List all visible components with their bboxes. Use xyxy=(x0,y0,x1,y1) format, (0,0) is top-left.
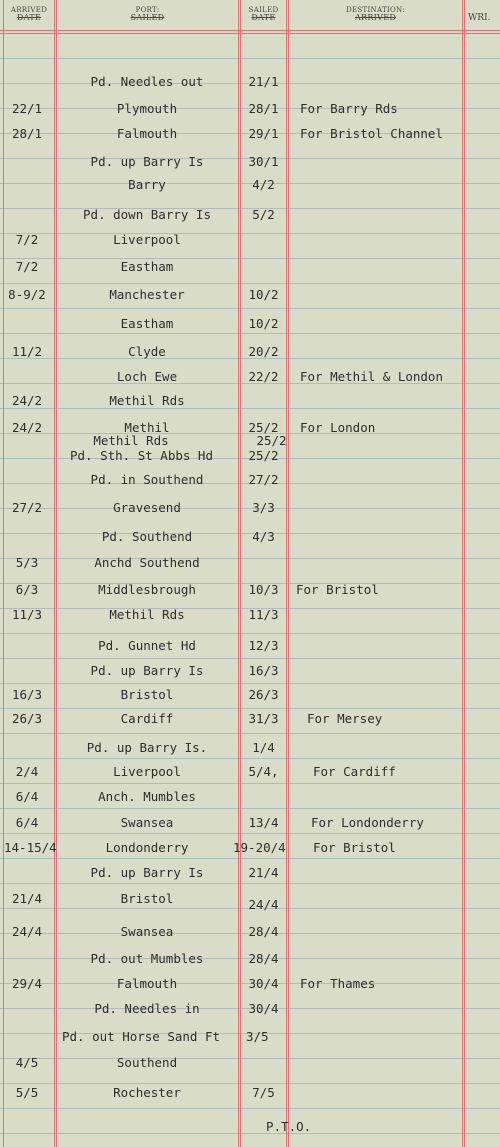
arrived-cell: 11/3 xyxy=(11,607,43,622)
port-cell: Falmouth xyxy=(116,976,178,991)
arrived-cell: 4/5 xyxy=(15,1055,39,1070)
table-row xyxy=(0,740,500,756)
header-destination-struck: ARRIVED xyxy=(354,13,397,22)
table-row xyxy=(0,393,500,409)
sailed-cell: 19-20/4 xyxy=(233,840,286,855)
sailed-cell: 21/1 xyxy=(248,74,279,89)
sailed-cell: 28/4 xyxy=(248,924,279,939)
table-row xyxy=(0,433,500,449)
sailed-cell: 25/2 xyxy=(248,448,279,463)
arrived-cell: 24/2 xyxy=(11,420,43,435)
arrived-cell: 24/2 xyxy=(11,393,43,408)
header-port-struck: SAILED xyxy=(130,13,165,22)
table-row xyxy=(0,74,500,90)
header-arrived xyxy=(4,6,54,22)
table-row xyxy=(0,840,500,856)
port-cell: Middlesbrough xyxy=(98,582,196,597)
sailed-cell: 1/4 xyxy=(252,740,275,755)
table-row xyxy=(0,154,500,170)
header-arrived-label: ARRIVED xyxy=(10,6,48,14)
table-row xyxy=(0,101,500,117)
header-destination-label: DESTINATION: xyxy=(346,6,405,14)
sailed-cell: 22/2 xyxy=(248,369,279,384)
table-row xyxy=(0,259,500,275)
header-sailed-label: SAILED xyxy=(248,6,279,14)
header-port-label: PORT: xyxy=(135,6,160,14)
sailed-cell: 11/3 xyxy=(248,607,279,622)
sailed-cell: 26/3 xyxy=(248,687,279,702)
destination-cell: For Mersey xyxy=(307,711,383,726)
port-cell: Methil Rds xyxy=(93,433,169,448)
port-cell: Clyde xyxy=(128,344,166,359)
port-cell: Bristol xyxy=(120,891,174,906)
destination-cell: For Bristol xyxy=(296,582,379,597)
sailed-cell: 20/2 xyxy=(248,344,279,359)
port-cell: Pd. Sth. St Abbs Hd xyxy=(70,448,213,463)
header-destination xyxy=(289,6,462,22)
arrived-cell: 2/4 xyxy=(15,764,39,779)
sailed-cell: 10/2 xyxy=(248,316,279,331)
arrived-cell: 5/5 xyxy=(15,1085,39,1100)
header-sailed xyxy=(241,6,286,22)
rule-arrived-port xyxy=(54,0,55,1147)
port-cell: Liverpool xyxy=(113,764,181,779)
destination-cell: For London xyxy=(300,420,376,435)
port-cell: Pd. Gunnet Hd xyxy=(98,638,196,653)
table-row xyxy=(0,582,500,598)
table-row xyxy=(0,607,500,623)
arrived-cell: 6/4 xyxy=(15,789,39,804)
rule-sailed-right xyxy=(240,0,241,1147)
table-row xyxy=(0,287,500,303)
port-cell: Pd. up Barry Is xyxy=(90,154,204,169)
table-row xyxy=(0,663,500,679)
port-cell: Pd. Needles in xyxy=(94,1001,200,1016)
sailed-cell: 16/3 xyxy=(248,663,279,678)
rule-port-left xyxy=(56,0,57,1147)
table-row xyxy=(0,638,500,654)
arrived-cell: 11/2 xyxy=(11,344,43,359)
port-cell: Cardiff xyxy=(120,711,174,726)
arrived-cell: 28/1 xyxy=(11,126,43,141)
arrived-cell: 7/2 xyxy=(15,232,39,247)
port-cell: Barry xyxy=(128,177,166,192)
port-cell: Pd. out Mumbles xyxy=(90,951,204,966)
header-arrived-struck: DATE xyxy=(16,13,42,22)
table-row xyxy=(0,1001,500,1017)
rule-left-margin xyxy=(3,0,4,1147)
destination-cell: For Londonderry xyxy=(311,815,424,830)
port-cell: Bristol xyxy=(120,687,174,702)
port-cell: Pd. up Barry Is xyxy=(90,865,204,880)
sailed-cell: 4/3 xyxy=(252,529,275,544)
table-row xyxy=(0,764,500,780)
arrived-cell: 24/4 xyxy=(11,924,43,939)
sailed-cell: 3/5 xyxy=(246,1029,269,1044)
arrived-cell: 29/4 xyxy=(11,976,43,991)
port-cell: Pd. out Horse Sand Ft xyxy=(62,1029,221,1044)
port-cell: Methil Rds xyxy=(109,607,185,622)
table-row xyxy=(0,232,500,248)
sailed-cell: 30/4 xyxy=(248,1001,279,1016)
table-row xyxy=(0,815,500,831)
port-cell: Pd. Needles out xyxy=(90,74,204,89)
arrived-cell: 21/4 xyxy=(11,891,43,906)
table-row xyxy=(0,924,500,940)
arrived-cell: 8-9/2 xyxy=(8,287,46,302)
table-row xyxy=(0,316,500,332)
port-cell: Swansea xyxy=(120,815,174,830)
sailed-cell: 5/4, xyxy=(248,764,279,779)
sailed-cell: 31/3 xyxy=(248,711,279,726)
sailed-cell: 25/2 xyxy=(248,420,279,435)
table-row xyxy=(0,472,500,488)
sailed-cell: 30/4 xyxy=(248,976,279,991)
table-row xyxy=(0,207,500,223)
port-cell: Pd. in Southend xyxy=(90,472,204,487)
port-cell: Loch Ewe xyxy=(116,369,178,384)
table-row xyxy=(0,555,500,571)
sailed-cell: 28/4 xyxy=(248,951,279,966)
table-row xyxy=(0,1055,500,1071)
arrived-cell: 14-15/4 xyxy=(4,840,57,855)
rule-port-sailed xyxy=(238,0,239,1147)
port-cell: Eastham xyxy=(120,259,174,274)
port-cell: Plymouth xyxy=(116,101,178,116)
destination-cell: For Bristol Channel xyxy=(300,126,443,141)
sailed-cell: 10/3 xyxy=(248,582,279,597)
table-row xyxy=(0,126,500,142)
port-cell: Londonderry xyxy=(105,840,189,855)
port-cell: Swansea xyxy=(120,924,174,939)
arrived-cell: 27/2 xyxy=(11,500,43,515)
port-cell: Pd. Southend xyxy=(101,529,193,544)
arrived-cell: 22/1 xyxy=(11,101,43,116)
port-cell: Rochester xyxy=(113,1085,181,1100)
table-row xyxy=(0,687,500,703)
port-cell: Pd. up Barry Is xyxy=(90,663,204,678)
rule-dest-wri xyxy=(462,0,463,1147)
arrived-cell: 26/3 xyxy=(11,711,43,726)
port-cell: Gravesend xyxy=(113,500,181,515)
sailed-cell: 10/2 xyxy=(248,287,279,302)
sailed-cell: 29/1 xyxy=(248,126,279,141)
sailed-cell: 4/2 xyxy=(252,177,275,192)
sailed-cell: 24/4 xyxy=(248,897,279,912)
port-cell: Anch. Mumbles xyxy=(98,789,196,804)
header-wri: WRI. xyxy=(468,13,491,23)
port-cell: Manchester xyxy=(109,287,185,302)
table-row xyxy=(0,369,500,385)
port-cell: Methil xyxy=(124,420,170,435)
destination-cell: For Barry Rds xyxy=(300,101,398,116)
table-row xyxy=(0,951,500,967)
port-cell: Anchd Southend xyxy=(94,555,200,570)
sailed-cell: 13/4 xyxy=(248,815,279,830)
pto-note: P.T.O. xyxy=(266,1119,312,1134)
arrived-cell: 5/3 xyxy=(15,555,39,570)
destination-cell: For Methil & London xyxy=(300,369,443,384)
port-cell: Southend xyxy=(116,1055,178,1070)
table-row xyxy=(0,448,500,464)
header-sailed-struck: DATE xyxy=(251,13,276,22)
table-row xyxy=(0,1085,500,1101)
header-rule-bottom-2 xyxy=(0,33,500,34)
table-row xyxy=(0,865,500,881)
table-row xyxy=(0,344,500,360)
table-row xyxy=(0,711,500,727)
header-rule-bottom-1 xyxy=(0,30,500,31)
destination-cell: For Bristol xyxy=(313,840,396,855)
sailed-cell: 12/3 xyxy=(248,638,279,653)
sailed-cell: 5/2 xyxy=(252,207,275,222)
sailed-cell: 21/4 xyxy=(248,865,279,880)
port-cell: Pd. down Barry Is xyxy=(83,207,211,222)
arrived-cell: 7/2 xyxy=(15,259,39,274)
rule-sailed-dest xyxy=(286,0,287,1147)
port-cell: Pd. up Barry Is. xyxy=(86,740,208,755)
arrived-cell: 6/3 xyxy=(15,582,39,597)
port-cell: Falmouth xyxy=(116,126,178,141)
table-row xyxy=(0,177,500,193)
destination-cell: For Thames xyxy=(300,976,376,991)
table-row xyxy=(0,529,500,545)
port-cell: Liverpool xyxy=(113,232,181,247)
port-cell: Eastham xyxy=(120,316,174,331)
arrived-cell: 6/4 xyxy=(15,815,39,830)
destination-cell: For Cardiff xyxy=(313,764,396,779)
header-port xyxy=(57,6,238,22)
arrived-cell: 16/3 xyxy=(11,687,43,702)
sailed-cell: 3/3 xyxy=(252,500,275,515)
sailed-cell: 27/2 xyxy=(248,472,279,487)
table-row xyxy=(0,1029,500,1045)
table-row xyxy=(0,891,500,912)
sailed-cell: 7/5 xyxy=(252,1085,275,1100)
table-row xyxy=(0,976,500,992)
rule-wri-left xyxy=(464,0,465,1147)
port-cell: Methil Rds xyxy=(109,393,185,408)
sailed-cell: 30/1 xyxy=(248,154,279,169)
table-row xyxy=(0,789,500,805)
rule-dest-left xyxy=(288,0,289,1147)
sailed-cell: 28/1 xyxy=(248,101,279,116)
sailed-cell: 25/2 xyxy=(256,433,287,448)
table-row xyxy=(0,500,500,516)
